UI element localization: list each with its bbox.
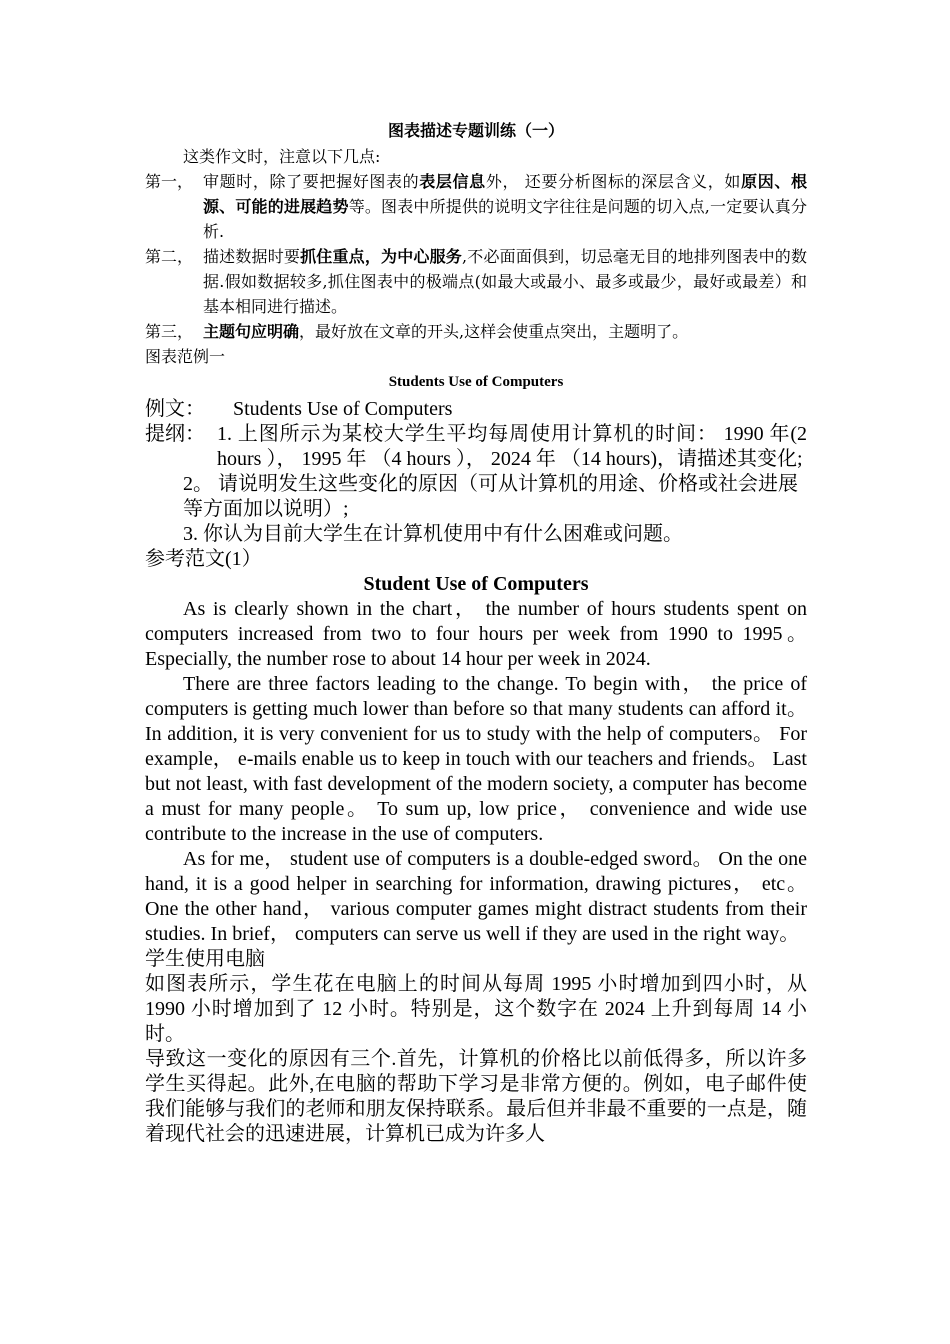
outline-item-text: 1. 上图所示为某校大学生平均每周使用计算机的时间： 1990 年(2 hours ）， 1995 年 （4 hours ）， 2024 年 （14 hours)，请描述其变化; [217,423,807,470]
document-page [145,118,807,1147]
outline-label: 提纲： [145,423,205,445]
outline-item-text: 3. 你认为目前大学生在计算机使用中有什么困难或问题。 [183,523,683,545]
point-text: 审题时，除了要把握好图表的 [203,172,420,191]
sample-label: 例文： [145,398,205,420]
point-text: ,不必面面俱到，切忌毫无目的地排列图表中的数据.假如数据较多,抓住图表中的极端点(如最大或最小、最多或最少，最好或最差）和基本相同进行描述。 [203,247,807,316]
chart-caption: Students Use of Computers [388,374,564,390]
point-body [203,244,807,319]
essay-title: Student Use of Computers [363,573,589,595]
point-3 [145,319,807,344]
points-list [145,169,807,344]
outline-item-2 [145,472,807,522]
point-text: 描述数据时要 [203,247,301,266]
point-2 [145,244,807,319]
essay-paragraph-2: There are three factors leading to the change. To begin with， the price of computers is getting much lower than before so that many students can afford it。 In addition, it is very convenient for us to study with the help of computers。 For example， e-mails enable us to keep in touch with our teachers and friends。 Last but not least, with fast development of the modern society, a computer has become a must for many people。 To sum up, low price， convenience and wide use contribute to the increase in the use of computers. [145,673,807,845]
point-text: 等。图表中所提供的说明文字往往是问题的切入点,一定要认真分析. [203,197,807,241]
point-body [203,319,807,344]
point-text: 外， 还要分析图标的深层含义，如 [485,172,742,191]
point-lead: 第三， [145,322,194,341]
translation-title: 学生使用电脑 [145,948,265,970]
sample-title: Students Use of Computers [233,398,453,420]
outline-item-1 [145,422,807,472]
point-lead: 第二， [145,247,194,266]
point-body [203,169,807,244]
outline-text [217,422,807,472]
point-emphasis: 主题句应明确 [203,322,300,341]
point-emphasis: 原因、根源、可能的进展趋势 [203,172,807,216]
intro-text: 这类作文时，注意以下几点: [183,147,381,166]
sample-line [145,397,807,422]
page-title: 图表描述专题训练（一） [387,121,564,140]
point-emphasis: 抓住重点，为中心服务 [300,247,462,266]
translation-paragraph-1: 如图表所示，学生花在电脑上的时间从每周 1995 小时增加到四小时，从 1990 小时增加到了 12 小时。特别是，这个数字在 2024 上升到每周 14 小时。 [145,973,807,1045]
essay-paragraph-1: As is clearly shown in the chart， the number of hours students spent on computers increased from two to four hours per week from 1990 to 1995。 Especially, the number rose to about 14 hour per week in 2024. [145,598,807,670]
point-1 [145,169,807,244]
outline-item-text: 2。 请说明发生这些变化的原因（可从计算机的用途、价格或社会进展等方面加以说明）; [183,473,798,520]
example-heading: 图表范例一 [145,347,226,366]
outline-item-3 [145,522,807,547]
point-text: ，最好放在文章的开头,这样会使重点突出，主题明了。 [299,322,689,341]
translation-paragraph-2: 导致这一变化的原因有三个.首先，计算机的价格比以前低得多，所以许多学生买得起。此外,在电脑的帮助下学习是非常方便的。例如，电子邮件使我们能够与我们的老师和朋友保持联系。最后但并非最不重要的一点是，随着现代社会的迅速进展，计算机已成为许多人 [145,1048,807,1145]
essay-paragraph-3: As for me， student use of computers is a double-edged sword。 On the one hand, it is a good helper in searching for information, drawing pictures， etc。 One the other hand， various computer games might distract students from their studies. In brief， computers can serve us well if they are used in the right way。 [145,848,807,945]
point-emphasis: 表层信息 [419,172,486,191]
point-lead: 第一， [145,172,194,191]
reference-heading: 参考范文(1） [145,548,262,570]
